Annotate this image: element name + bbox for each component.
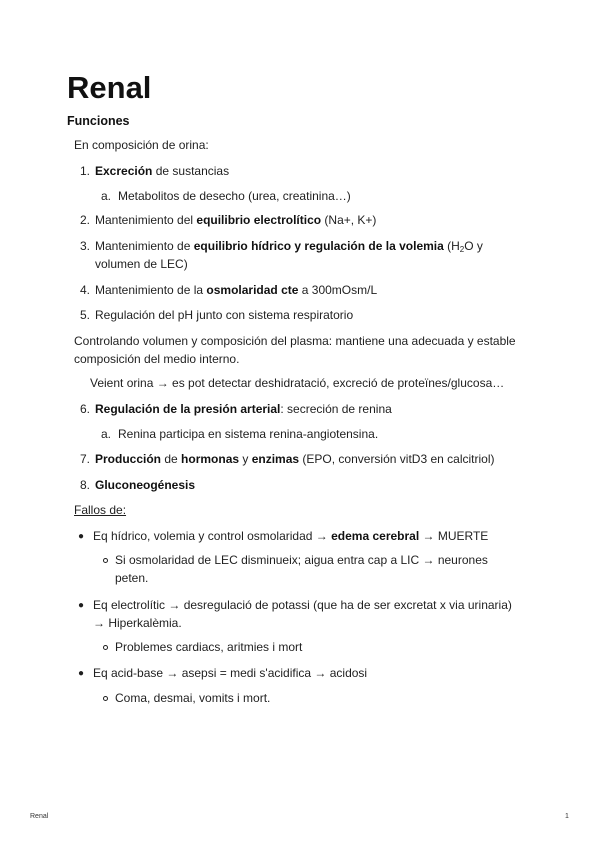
paragraph-line: composición del medio interno. — [74, 352, 240, 366]
page-number: 1 — [565, 813, 569, 820]
section-heading: Funciones — [67, 114, 130, 128]
list-subitem: Metabolitos de desecho (urea, creatinina…) — [118, 189, 351, 203]
fallos-heading: Fallos de: — [74, 503, 127, 517]
list-number: 8. — [79, 478, 90, 492]
list-number: 2. — [79, 213, 90, 227]
list-item: Mantenimiento de equilibrio hídrico y regulación de la volemia ($H_2O$ y — [95, 239, 483, 254]
list-item: Mantenimiento de la osmolaridad cte a 300mOsm/L — [95, 283, 378, 297]
list-item: Mantenimiento del equilibrio electrolítico (Na+, K+) — [95, 213, 377, 227]
bullet-icon: ● — [78, 531, 85, 542]
sub-bullet-item: Coma, desmai, vomits i mort. — [115, 691, 271, 705]
hollow-bullet-icon — [103, 696, 108, 701]
list-item-continuation: volumen de LEC) — [95, 257, 188, 271]
sub-bullet-item: Problemes cardiacs, aritmies i mort — [115, 640, 303, 654]
page-title: Renal — [67, 70, 152, 105]
list-number: 1. — [79, 164, 90, 178]
list-item: Producción de hormonas y enzimas (EPO, conversión vitD3 en calcitriol) — [95, 452, 495, 466]
list-letter: a. — [100, 189, 111, 203]
list-subitem: Renina participa en sistema renina-angiotensina. — [118, 427, 379, 441]
list-number: 7. — [79, 452, 90, 466]
list-letter: a. — [100, 427, 111, 441]
bullet-item: Eq hídrico, volemia y control osmolaridad → edema cerebral → MUERTE — [93, 529, 489, 543]
hollow-bullet-icon — [103, 645, 108, 650]
list-item: Regulación de la presión arterial: secreción de renina — [95, 402, 392, 416]
sub-bullet-item: Si osmolaridad de LEC disminueix; aigua entra cap a LIC → neurones — [115, 553, 488, 567]
hollow-bullet-icon — [103, 558, 108, 563]
bullet-icon: ● — [78, 668, 85, 679]
list-item: Excreción de sustancias — [95, 164, 230, 178]
list-number: 3. — [79, 239, 90, 253]
list-item: Regulación del pH junto con sistema respiratorio — [95, 308, 354, 322]
bullet-item: Eq electrolític → desregulació de potassi (que ha de ser excretat x via urinaria) — [93, 598, 512, 612]
intro-text: En composición de orina: — [74, 138, 209, 152]
bullet-continuation: → Hiperkalèmia. — [93, 616, 182, 630]
sub-bullet-continuation: peten. — [115, 571, 149, 585]
bullet-item: Eq acid-base → asepsi = medi s'acidifica → acidosi — [93, 666, 368, 680]
list-number: 5. — [79, 308, 90, 322]
list-number: 4. — [79, 283, 90, 297]
paragraph-indented: Veient orina → es pot detectar deshidratació, excreció de proteïnes/glucosa… — [90, 376, 505, 390]
paragraph-line: Controlando volumen y composición del plasma: mantiene una adecuada y estable — [74, 334, 516, 348]
footer-title: Renal — [30, 813, 49, 820]
list-item: Gluconeogénesis — [95, 478, 196, 492]
bullet-icon: ● — [78, 600, 85, 611]
list-number: 6. — [79, 402, 90, 416]
